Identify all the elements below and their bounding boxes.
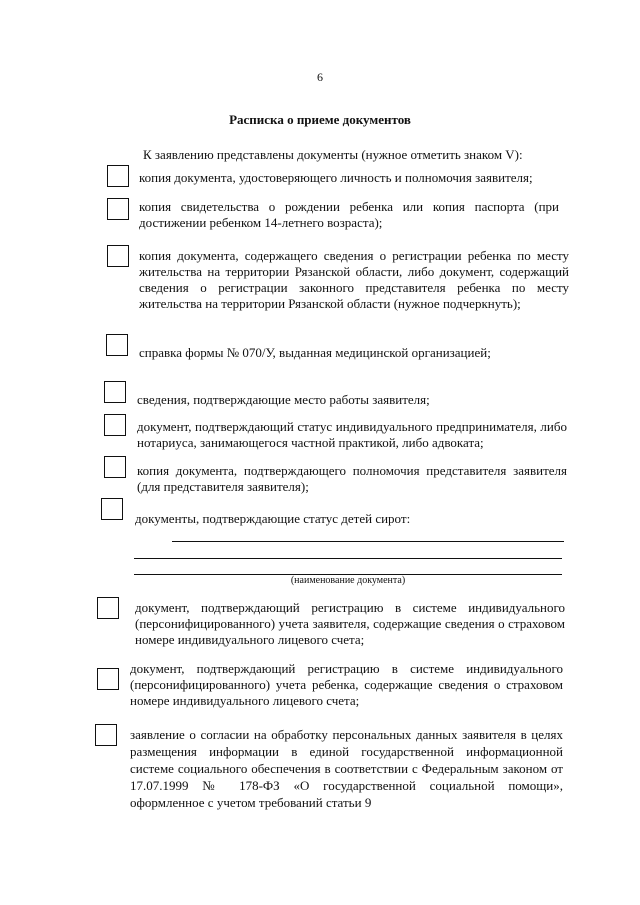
item-text: копия документа, удостоверяющего личность и полномочия заявителя;	[139, 170, 533, 185]
fill-in-line[interactable]	[172, 541, 564, 542]
item-text: документ, подтверждающий регистрацию в системе индивидуального (персонифицированного) учета заявителя, содержащие сведения о страховом номере индивидуального лицевого счета;	[135, 600, 565, 647]
page-number: 6	[317, 70, 323, 84]
checkbox-identity-document[interactable]	[107, 165, 129, 187]
checkbox-applicant-snils[interactable]	[97, 597, 119, 619]
item-text: документ, подтверждающий регистрацию в системе индивидуального (персонифицированного) учета ребенка, содержащие сведения о страховом номере индивидуального лицевого счета;	[130, 661, 563, 708]
checkbox-work-place[interactable]	[104, 381, 126, 403]
item-text: справка формы № 070/У, выданная медицинской организацией;	[139, 345, 491, 360]
checkbox-orphan-status[interactable]	[101, 498, 123, 520]
item-text: сведения, подтверждающие место работы заявителя;	[137, 392, 430, 407]
checkbox-personal-data-consent[interactable]	[95, 724, 117, 746]
checkbox-child-snils[interactable]	[97, 668, 119, 690]
item-text: копия документа, подтверждающего полномочия представителя заявителя (для представителя заявителя);	[137, 463, 567, 494]
intro-text: К заявлению представлены документы (нужное отметить знаком V):	[143, 147, 523, 162]
checkbox-medical-certificate[interactable]	[106, 334, 128, 356]
item-text: документ, подтверждающий статус индивидуального предпринимателя, либо нотариуса, занимающегося частной практикой, либо адвоката;	[137, 419, 567, 450]
item-text: документы, подтверждающие статус детей сирот:	[135, 511, 411, 526]
document-name-caption: (наименование документа)	[290, 575, 406, 586]
checkbox-representative-authority[interactable]	[104, 456, 126, 478]
item-text: копия документа, содержащего сведения о регистрации ребенка по месту жительства на территории Рязанской области, либо документ, содержащий сведения о регистрации законного представителя ребенка по месту жительства на территории Рязанской области (нужное подчеркнуть);	[139, 248, 569, 311]
page-title: Расписка о приеме документов	[229, 112, 411, 127]
fill-in-line[interactable]	[134, 558, 562, 559]
checkbox-child-registration[interactable]	[107, 245, 129, 267]
checkbox-birth-certificate[interactable]	[107, 198, 129, 220]
item-text: заявление о согласии на обработку персональных данных заявителя в целях размещения информации в единой государственной информационной системе социального обеспечения в соответствии с Федеральным законом от 17.07.1999 № 178-ФЗ «О государственной социальной помощи», оформленное с учетом требований статьи 9	[130, 727, 563, 810]
checkbox-entrepreneur-status[interactable]	[104, 414, 126, 436]
item-text: копия свидетельства о рождении ребенка или копия паспорта (при достижении ребенком 14-летнего возраста);	[139, 199, 559, 230]
